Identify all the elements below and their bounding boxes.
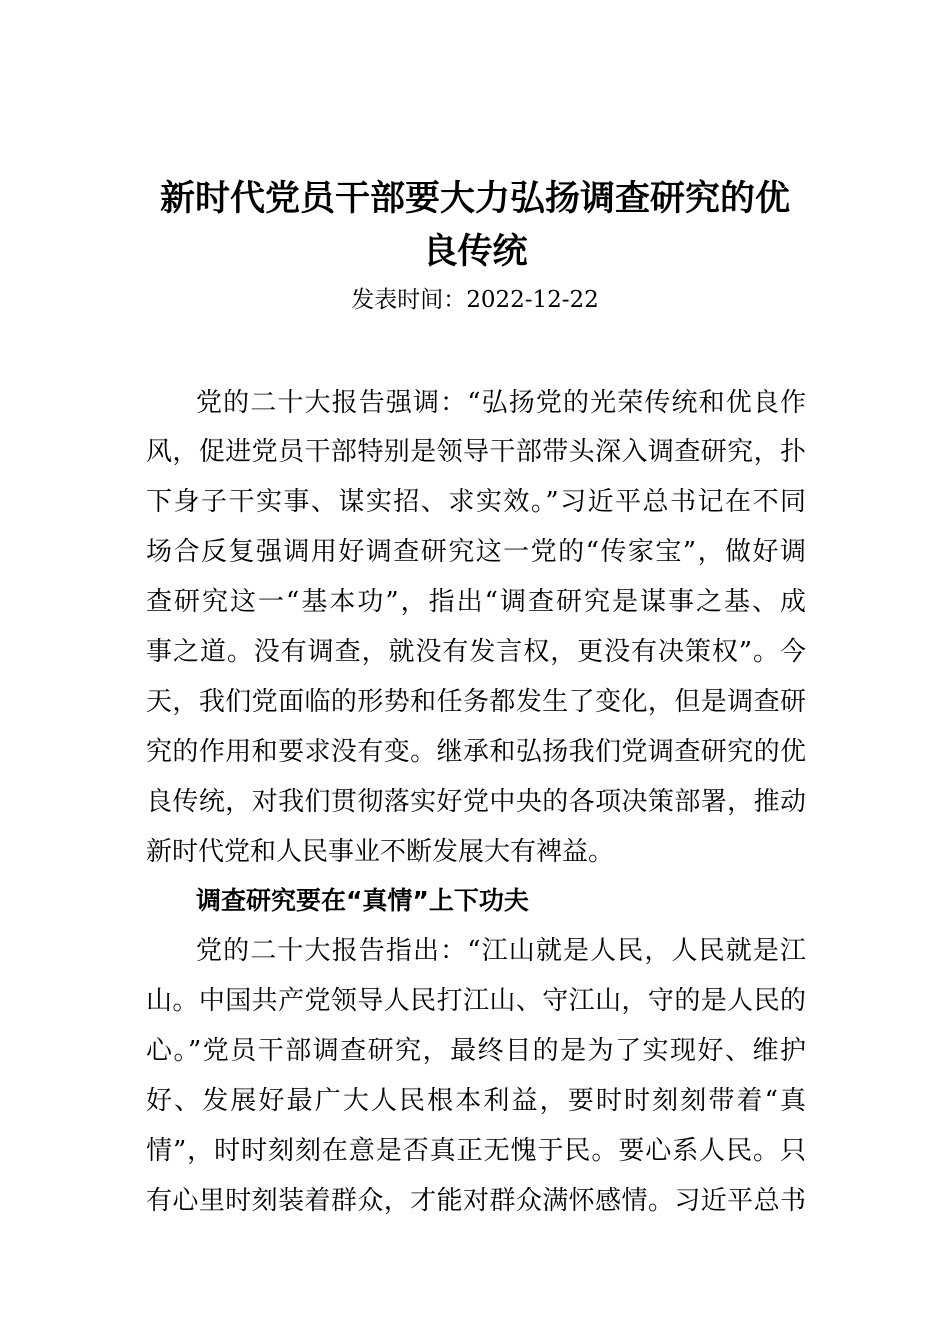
paragraph-line: 有心里时刻装着群众，才能对群众满怀感情。习近平总书 (146, 1186, 806, 1216)
paragraph-line: 风，促进党员干部特别是领导干部带头深入调查研究，扑 (146, 437, 806, 467)
paragraph-line: 好、发展好最广大人民根本利益，要时时刻刻带着“真 (146, 1086, 806, 1116)
publish-date: 发表时间：2022-12-22 (351, 287, 599, 313)
document-title-line-1: 新时代党员干部要大力弘扬调查研究的优 (159, 178, 790, 219)
paragraph-line: 天，我们党面临的形势和任务都发生了变化，但是调查研 (146, 687, 806, 717)
paragraph-line: 场合反复强调用好调查研究这一党的“传家宝”，做好调 (146, 537, 806, 567)
section-heading: 调查研究要在“真情”上下功夫 (196, 886, 529, 915)
paragraph-line: 党的二十大报告指出：“江山就是人民，人民就是江 (196, 936, 806, 966)
paragraph-line: 事之道。没有调查，就没有发言权，更没有决策权”。今 (146, 637, 806, 667)
paragraph-line: 下身子干实事、谋实招、求实效。”习近平总书记在不同 (146, 487, 806, 517)
paragraph-line: 党的二十大报告强调：“弘扬党的光荣传统和优良作 (196, 388, 806, 418)
paragraph-line: 山。中国共产党领导人民打江山、守江山，守的是人民的 (146, 986, 806, 1016)
paragraph-line: 新时代党和人民事业不断发展大有裨益。 (146, 837, 615, 867)
document-title-line-2: 良传统 (422, 231, 528, 272)
paragraph-line: 查研究这一“基本功”，指出“调查研究是谋事之基、成 (146, 587, 806, 617)
paragraph-line: 良传统，对我们贯彻落实好党中央的各项决策部署，推动 (146, 787, 806, 817)
paragraph-line: 究的作用和要求没有变。继承和弘扬我们党调查研究的优 (146, 737, 806, 767)
paragraph-line: 情”，时时刻刻在意是否真正无愧于民。要心系人民。只 (146, 1136, 806, 1166)
paragraph-line: 心。”党员干部调查研究，最终目的是为了实现好、维护 (146, 1036, 806, 1066)
